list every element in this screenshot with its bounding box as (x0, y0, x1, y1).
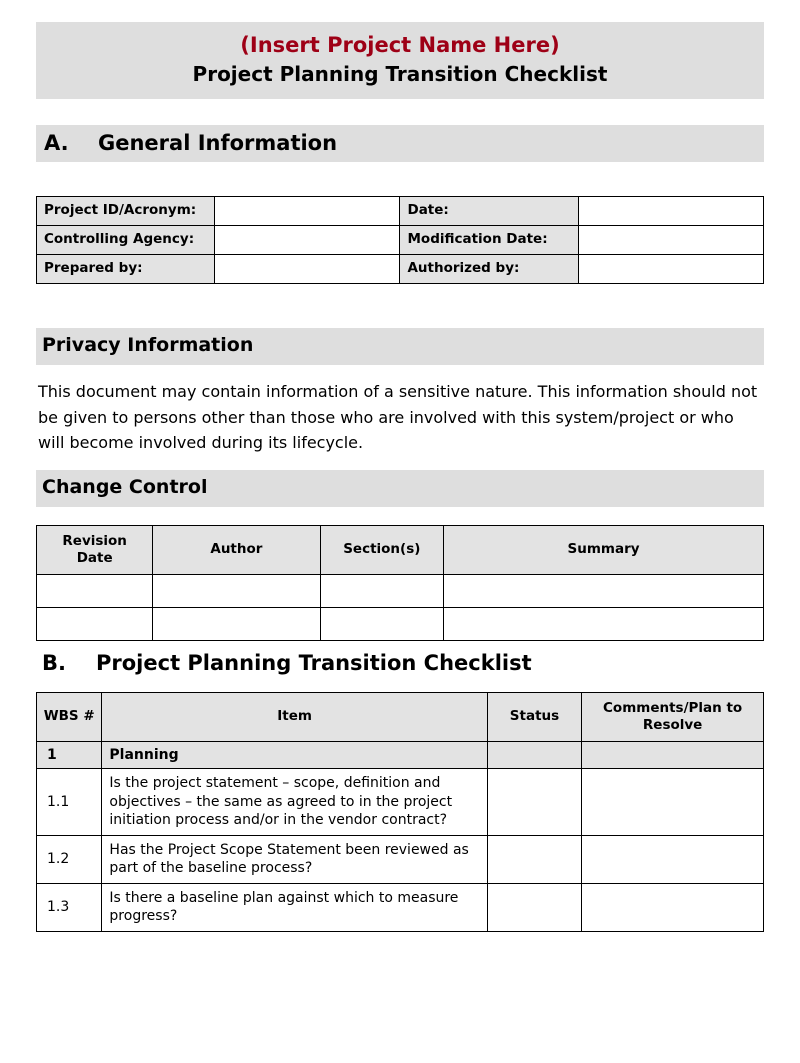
prepared-by-value[interactable] (215, 255, 400, 284)
cc-cell-revision-date[interactable] (37, 574, 153, 607)
table-row (37, 255, 764, 284)
modification-date-value[interactable] (578, 226, 763, 255)
ck-header-item: Item (102, 693, 487, 742)
table-row (37, 607, 764, 640)
ck-cell-item: Planning (102, 741, 487, 768)
section-a-letter: A. (44, 131, 69, 156)
ck-header-comments: Comments/Plan to Resolve (582, 693, 764, 742)
ck-cell-item: Has the Project Scope Statement been reviewed as part of the baseline process? (102, 835, 487, 883)
date-label: Date: (400, 197, 578, 226)
ck-header-status: Status (487, 693, 582, 742)
ck-cell-status[interactable] (487, 883, 582, 931)
cc-cell-sections[interactable] (320, 607, 444, 640)
ck-cell-item: Is there a baseline plan against which to measure progress? (102, 883, 487, 931)
ck-cell-comments[interactable] (582, 835, 764, 883)
ck-cell-status[interactable] (487, 835, 582, 883)
privacy-information-text: This document may contain information of a sensitive nature. This information should not be given to persons other than those who are involved with this system/project or who will become involved during its lifecycle. (38, 382, 758, 453)
section-a-title: General Information (98, 131, 338, 156)
section-a-heading (36, 125, 764, 162)
table-row (37, 226, 764, 255)
prepared-by-label: Prepared by: (37, 255, 215, 284)
ck-cell-comments[interactable] (582, 769, 764, 835)
cc-cell-summary[interactable] (444, 607, 764, 640)
table-row (37, 769, 764, 835)
ck-cell-status[interactable] (487, 769, 582, 835)
modification-date-label: Modification Date: (400, 226, 578, 255)
ck-header-wbs: WBS # (37, 693, 102, 742)
table-row (37, 574, 764, 607)
cc-header-author: Author (153, 525, 320, 574)
ck-cell-comments[interactable] (582, 883, 764, 931)
ck-cell-comments[interactable] (582, 741, 764, 768)
cc-cell-summary[interactable] (444, 574, 764, 607)
section-b-letter: B. (42, 650, 66, 675)
cc-cell-sections[interactable] (320, 574, 444, 607)
document-title: Project Planning Transition Checklist (192, 62, 608, 87)
project-id-value[interactable] (215, 197, 400, 226)
table-row (37, 741, 764, 768)
table-row (37, 883, 764, 931)
cc-header-sections: Section(s) (320, 525, 444, 574)
ck-cell-wbs: 1.2 (37, 835, 102, 883)
cc-cell-revision-date[interactable] (37, 607, 153, 640)
section-b-title: Project Planning Transition Checklist (96, 650, 532, 675)
authorized-by-label: Authorized by: (400, 255, 578, 284)
change-control-heading: Change Control (36, 470, 764, 507)
ck-cell-item: Is the project statement – scope, definition and objectives – the same as agreed to in the project initiation process and/or in the vendor contract? (102, 769, 487, 835)
cc-header-summary: Summary (444, 525, 764, 574)
project-name-placeholder: (Insert Project Name Here) (240, 33, 560, 57)
cc-header-revision-date: Revision Date (37, 525, 153, 574)
table-row (37, 835, 764, 883)
table-header-row (37, 525, 764, 574)
ck-cell-wbs: 1.3 (37, 883, 102, 931)
ck-cell-status[interactable] (487, 741, 582, 768)
authorized-by-value[interactable] (578, 255, 763, 284)
ck-cell-wbs: 1.1 (37, 769, 102, 835)
table-header-row (37, 693, 764, 742)
privacy-information-heading: Privacy Information (36, 328, 764, 365)
general-information-table (36, 196, 764, 284)
checklist-table (36, 692, 764, 932)
date-value[interactable] (578, 197, 763, 226)
section-b-heading (36, 641, 764, 682)
controlling-agency-value[interactable] (215, 226, 400, 255)
cc-cell-author[interactable] (153, 607, 320, 640)
project-id-label: Project ID/Acronym: (37, 197, 215, 226)
change-control-table (36, 525, 764, 641)
document-title-block (36, 22, 764, 99)
cc-cell-author[interactable] (153, 574, 320, 607)
table-row (37, 197, 764, 226)
controlling-agency-label: Controlling Agency: (37, 226, 215, 255)
ck-cell-wbs: 1 (37, 741, 102, 768)
